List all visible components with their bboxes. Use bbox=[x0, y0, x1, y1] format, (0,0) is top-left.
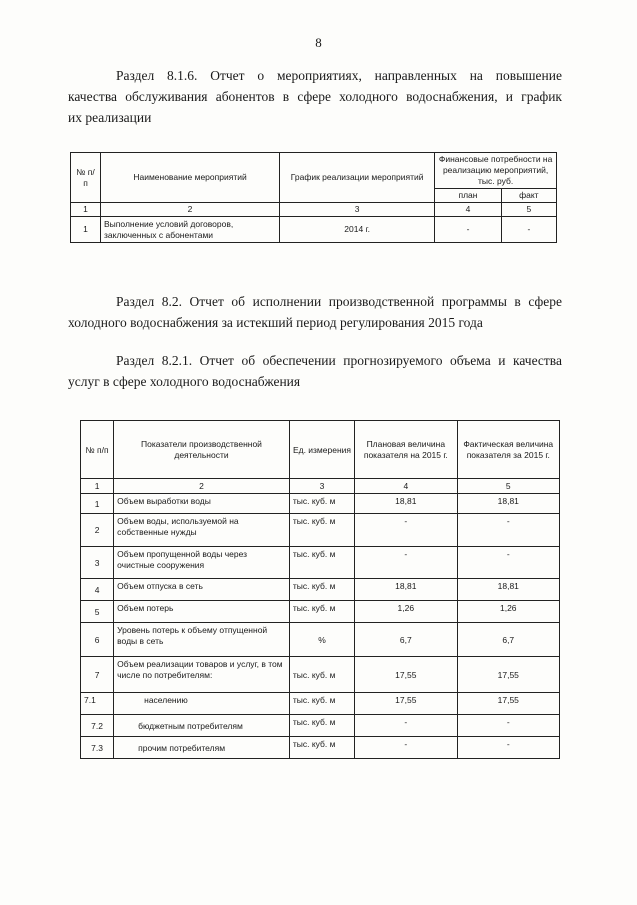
t2-index-cell: 1 bbox=[81, 479, 114, 494]
section-8-2-1-line2: услуг в сфере холодного водоснабжения bbox=[68, 374, 301, 389]
production-table bbox=[80, 420, 560, 759]
t2-cell-plan: - bbox=[355, 737, 457, 759]
t1-index-cell: 5 bbox=[501, 203, 556, 217]
t2-header-fact: Фактическая величина показателя за 2015 г. bbox=[457, 421, 559, 479]
t2-cell-fact: - bbox=[457, 547, 559, 579]
t2-cell-indicator: Объем пропущенной воды через очистные сооружения bbox=[114, 547, 290, 579]
t1-header-plan: план bbox=[435, 189, 502, 203]
t2-header-unit: Ед. измерения bbox=[289, 421, 354, 479]
section-8-1-6-heading bbox=[68, 65, 562, 128]
t1-index-cell: 2 bbox=[101, 203, 280, 217]
t2-cell-plan: 18,81 bbox=[355, 494, 457, 514]
t2-index-row bbox=[81, 479, 560, 494]
t2-cell-plan: 1,26 bbox=[355, 601, 457, 623]
t1-cell-fact: - bbox=[501, 217, 556, 243]
t1-cell-num: 1 bbox=[71, 217, 101, 243]
table-row bbox=[81, 693, 560, 715]
t2-cell-num: 5 bbox=[81, 601, 114, 623]
section-8-1-6-line3: их реализации bbox=[68, 110, 152, 125]
table-row bbox=[81, 494, 560, 514]
t2-cell-indicator: Объем выработки воды bbox=[114, 494, 290, 514]
t2-cell-plan: - bbox=[355, 547, 457, 579]
t2-index-cell: 2 bbox=[114, 479, 290, 494]
t2-cell-fact: - bbox=[457, 715, 559, 737]
section-8-2-heading bbox=[68, 291, 562, 333]
t2-cell-fact: 18,81 bbox=[457, 494, 559, 514]
section-8-2-line1: Раздел 8.2. Отчет об исполнении производственной программы в сфере bbox=[116, 294, 562, 309]
section-8-2-line2: холодного водоснабжения за истекший период регулирования 2015 года bbox=[68, 315, 483, 330]
t2-cell-fact: 17,55 bbox=[457, 693, 559, 715]
events-table bbox=[70, 152, 557, 243]
t1-header-fact: факт bbox=[501, 189, 556, 203]
table-row bbox=[71, 217, 557, 243]
table-row bbox=[81, 514, 560, 547]
t2-header-plan: Плановая величина показателя на 2015 г. bbox=[355, 421, 457, 479]
section-8-1-6-line1: Раздел 8.1.6. Отчет о мероприятиях, направленных на повышение bbox=[116, 68, 562, 83]
t1-header-name: Наименование мероприятий bbox=[101, 153, 280, 203]
t2-cell-indicator: бюджетным потребителям bbox=[114, 715, 290, 737]
t2-cell-plan: 17,55 bbox=[355, 657, 457, 693]
t2-cell-indicator: Объем отпуска в сеть bbox=[114, 579, 290, 601]
page-number: 8 bbox=[315, 35, 322, 50]
section-8-2-1-heading bbox=[68, 350, 562, 392]
section-8-2-1-line1: Раздел 8.2.1. Отчет об обеспечении прогнозируемого объема и качества bbox=[116, 353, 562, 368]
t2-header-indicator: Показатели производственной деятельности bbox=[114, 421, 290, 479]
t1-cell-plan: - bbox=[435, 217, 502, 243]
t1-cell-schedule: 2014 г. bbox=[280, 217, 435, 243]
t2-cell-unit: тыс. куб. м bbox=[289, 715, 354, 737]
t2-index-cell: 4 bbox=[355, 479, 457, 494]
t2-cell-indicator: населению bbox=[114, 693, 290, 715]
table-row bbox=[81, 579, 560, 601]
t2-cell-unit: тыс. куб. м bbox=[289, 657, 354, 693]
t2-cell-fact: 1,26 bbox=[457, 601, 559, 623]
t1-header-finance: Финансовые потребности на реализацию мероприятий, тыс. руб. bbox=[435, 153, 557, 189]
t1-index-cell: 1 bbox=[71, 203, 101, 217]
t2-cell-num: 7.3 bbox=[81, 737, 114, 759]
t2-cell-plan: - bbox=[355, 715, 457, 737]
t2-cell-plan: 17,55 bbox=[355, 693, 457, 715]
t2-cell-num: 6 bbox=[81, 623, 114, 657]
t2-cell-num: 3 bbox=[81, 547, 114, 579]
table-row bbox=[81, 737, 560, 759]
t1-index-cell: 3 bbox=[280, 203, 435, 217]
t2-cell-fact: - bbox=[457, 514, 559, 547]
t2-cell-num: 1 bbox=[81, 494, 114, 514]
table-row bbox=[81, 715, 560, 737]
table-row bbox=[81, 623, 560, 657]
t1-index-cell: 4 bbox=[435, 203, 502, 217]
t2-cell-num: 2 bbox=[81, 514, 114, 547]
t2-cell-fact: 6,7 bbox=[457, 623, 559, 657]
t2-cell-num: 7.2 bbox=[81, 715, 114, 737]
t2-cell-unit: % bbox=[289, 623, 354, 657]
t2-cell-fact: 18,81 bbox=[457, 579, 559, 601]
t2-cell-plan: 18,81 bbox=[355, 579, 457, 601]
t2-cell-unit: тыс. куб. м bbox=[289, 579, 354, 601]
t2-cell-unit: тыс. куб. м bbox=[289, 693, 354, 715]
t1-cell-name: Выполнение условий договоров, заключенных с абонентами bbox=[101, 217, 280, 243]
t2-cell-plan: 6,7 bbox=[355, 623, 457, 657]
table-row bbox=[81, 657, 560, 693]
t2-cell-fact: 17,55 bbox=[457, 657, 559, 693]
t2-index-cell: 3 bbox=[289, 479, 354, 494]
t2-cell-indicator: Уровень потерь к объему отпущенной воды в сеть bbox=[114, 623, 290, 657]
t2-cell-indicator: Объем воды, используемой на собственные нужды bbox=[114, 514, 290, 547]
t1-header-num: № п/п bbox=[71, 153, 101, 203]
t2-cell-indicator: Объем реализации товаров и услуг, в том числе по потребителям: bbox=[114, 657, 290, 693]
t2-header-num: № п/п bbox=[81, 421, 114, 479]
t2-cell-fact: - bbox=[457, 737, 559, 759]
section-8-1-6-line2: качества обслуживания абонентов в сфере холодного водоснабжения, и график bbox=[68, 89, 562, 104]
t2-cell-unit: тыс. куб. м bbox=[289, 514, 354, 547]
t2-cell-indicator: Объем потерь bbox=[114, 601, 290, 623]
t2-cell-num: 7.1 bbox=[81, 693, 114, 715]
t1-header-schedule: График реализации мероприятий bbox=[280, 153, 435, 203]
t2-cell-unit: тыс. куб. м bbox=[289, 601, 354, 623]
table-row bbox=[81, 547, 560, 579]
t2-index-cell: 5 bbox=[457, 479, 559, 494]
t2-cell-unit: тыс. куб. м bbox=[289, 547, 354, 579]
t2-cell-unit: тыс. куб. м bbox=[289, 494, 354, 514]
t2-cell-unit: тыс. куб. м bbox=[289, 737, 354, 759]
t2-cell-num: 7 bbox=[81, 657, 114, 693]
table-row bbox=[81, 601, 560, 623]
t2-cell-num: 4 bbox=[81, 579, 114, 601]
t1-index-row bbox=[71, 203, 557, 217]
t2-cell-indicator: прочим потребителям bbox=[114, 737, 290, 759]
t2-cell-plan: - bbox=[355, 514, 457, 547]
